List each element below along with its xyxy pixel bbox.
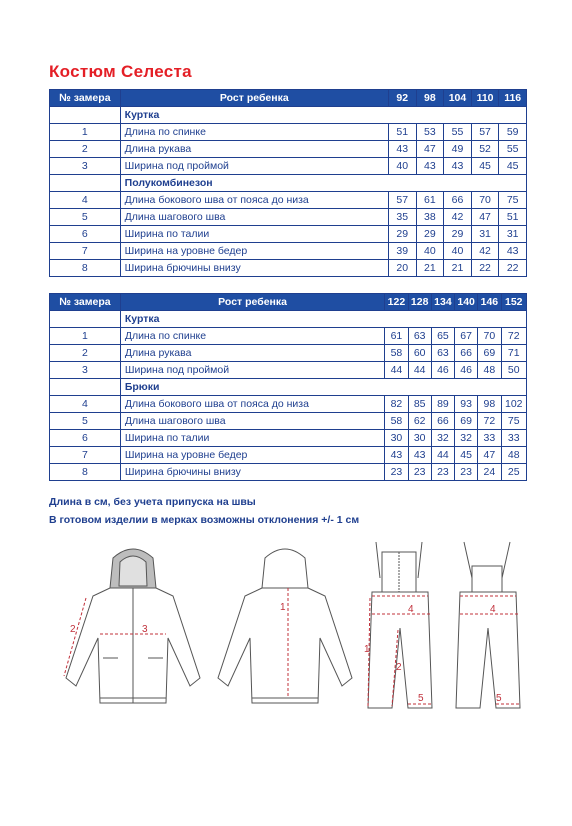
section-name: Куртка	[120, 311, 526, 328]
measure-value: 32	[431, 430, 454, 447]
measure-value: 49	[444, 141, 472, 158]
overall-back-illustration	[450, 538, 530, 718]
measure-number: 3	[50, 158, 121, 175]
measure-value: 52	[471, 141, 499, 158]
table-header-row	[50, 294, 527, 311]
measure-value: 57	[388, 192, 416, 209]
size-table-1	[49, 89, 527, 277]
measure-value: 33	[478, 430, 501, 447]
measure-mark: 1	[364, 644, 370, 655]
section-row	[50, 311, 527, 328]
measure-value: 89	[431, 396, 454, 413]
measure-value: 45	[471, 158, 499, 175]
measure-value: 59	[499, 124, 527, 141]
measure-number-header: № замера	[50, 294, 121, 311]
overall-front-illustration	[362, 538, 442, 718]
measure-mark: 2	[70, 624, 76, 635]
measure-value: 24	[478, 464, 501, 481]
measure-value: 23	[431, 464, 454, 481]
table-row	[50, 413, 527, 430]
size-header: 98	[416, 90, 444, 107]
measure-value: 47	[478, 447, 501, 464]
measure-number: 5	[50, 209, 121, 226]
measure-mark: 5	[418, 693, 424, 704]
measure-value: 72	[501, 328, 527, 345]
measure-value: 40	[444, 243, 472, 260]
page-title: Костюм Селеста	[49, 62, 192, 81]
measure-value: 61	[385, 328, 408, 345]
measure-value: 66	[444, 192, 472, 209]
measure-value: 55	[499, 141, 527, 158]
measure-value: 71	[501, 345, 527, 362]
measure-label: Ширина на уровне бедер	[120, 243, 388, 260]
size-header: 110	[471, 90, 499, 107]
measure-value: 46	[431, 362, 454, 379]
measure-value: 20	[388, 260, 416, 277]
measure-value: 21	[416, 260, 444, 277]
measure-value: 43	[408, 447, 431, 464]
measure-label: Ширина по талии	[120, 226, 388, 243]
measure-label: Ширина по талии	[120, 430, 385, 447]
size-header: 152	[501, 294, 527, 311]
measure-value: 42	[471, 243, 499, 260]
measure-value: 61	[416, 192, 444, 209]
measure-value: 23	[455, 464, 478, 481]
measure-value: 44	[385, 362, 408, 379]
measure-label: Длина шагового шва	[120, 413, 385, 430]
measure-value: 58	[385, 345, 408, 362]
measure-value: 29	[388, 226, 416, 243]
measure-value: 22	[471, 260, 499, 277]
table-row	[50, 209, 527, 226]
measure-label: Длина рукава	[120, 345, 385, 362]
measure-value: 55	[444, 124, 472, 141]
table-row	[50, 260, 527, 277]
measure-value: 60	[408, 345, 431, 362]
measure-number: 8	[50, 464, 121, 481]
measure-mark: 4	[490, 604, 496, 615]
size-header: 146	[478, 294, 501, 311]
measure-label: Длина шагового шва	[120, 209, 388, 226]
measure-value: 45	[455, 447, 478, 464]
section-row	[50, 379, 527, 396]
table-row	[50, 345, 527, 362]
jacket-back-illustration	[210, 538, 360, 713]
measure-value: 44	[431, 447, 454, 464]
table-row	[50, 464, 527, 481]
section-name: Полукомбинезон	[120, 175, 526, 192]
table-header-row	[50, 90, 527, 107]
measure-mark: 5	[496, 693, 502, 704]
measure-number: 5	[50, 413, 121, 430]
measure-number: 4	[50, 192, 121, 209]
measure-mark: 1	[280, 602, 286, 613]
measure-label: Длина бокового шва от пояса до низа	[120, 396, 385, 413]
measure-value: 47	[471, 209, 499, 226]
measure-number: 2	[50, 141, 121, 158]
measure-label: Длина по спинке	[120, 328, 385, 345]
note-tolerance: В готовом изделии в мерках возможны отклонения +/- 1 см	[49, 514, 360, 526]
table-row	[50, 192, 527, 209]
table-row	[50, 141, 527, 158]
measure-value: 58	[385, 413, 408, 430]
measure-value: 40	[416, 243, 444, 260]
measure-label: Длина по спинке	[120, 124, 388, 141]
measure-value: 44	[408, 362, 431, 379]
measure-value: 31	[471, 226, 499, 243]
measure-value: 53	[416, 124, 444, 141]
measure-label: Ширина на уровне бедер	[120, 447, 385, 464]
child-height-header: Рост ребенка	[120, 294, 385, 311]
measure-value: 70	[471, 192, 499, 209]
measure-value: 29	[444, 226, 472, 243]
section-row	[50, 107, 527, 124]
measure-value: 38	[416, 209, 444, 226]
measure-value: 31	[499, 226, 527, 243]
measure-number: 2	[50, 345, 121, 362]
measure-value: 69	[478, 345, 501, 362]
size-header: 140	[455, 294, 478, 311]
table-row	[50, 243, 527, 260]
measure-value: 82	[385, 396, 408, 413]
measure-label: Длина рукава	[120, 141, 388, 158]
table-row	[50, 328, 527, 345]
measure-value: 43	[385, 447, 408, 464]
measure-value: 47	[416, 141, 444, 158]
measure-label: Длина бокового шва от пояса до низа	[120, 192, 388, 209]
measure-number-header: № замера	[50, 90, 121, 107]
measure-value: 23	[408, 464, 431, 481]
measure-value: 48	[478, 362, 501, 379]
measure-label: Ширина брючины внизу	[120, 464, 385, 481]
child-height-header: Рост ребенка	[120, 90, 388, 107]
measure-value: 30	[385, 430, 408, 447]
measure-label: Ширина под проймой	[120, 362, 385, 379]
size-table-2	[49, 293, 527, 481]
measure-value: 40	[388, 158, 416, 175]
measure-number: 7	[50, 243, 121, 260]
measure-value: 48	[501, 447, 527, 464]
measure-value: 23	[385, 464, 408, 481]
size-header: 104	[444, 90, 472, 107]
measure-value: 33	[501, 430, 527, 447]
measure-value: 43	[416, 158, 444, 175]
measure-value: 85	[408, 396, 431, 413]
section-name: Куртка	[120, 107, 526, 124]
measure-number: 3	[50, 362, 121, 379]
measure-value: 65	[431, 328, 454, 345]
table-row	[50, 226, 527, 243]
table-row	[50, 396, 527, 413]
measure-label: Ширина брючины внизу	[120, 260, 388, 277]
measure-value: 51	[499, 209, 527, 226]
measure-number: 7	[50, 447, 121, 464]
measure-label: Ширина под проймой	[120, 158, 388, 175]
measure-value: 45	[499, 158, 527, 175]
measure-number: 6	[50, 226, 121, 243]
measure-value: 22	[499, 260, 527, 277]
measure-value: 63	[408, 328, 431, 345]
measure-value: 30	[408, 430, 431, 447]
size-header: 116	[499, 90, 527, 107]
measure-value: 75	[501, 413, 527, 430]
measure-value: 21	[444, 260, 472, 277]
note-units: Длина в см, без учета припуска на швы	[49, 496, 256, 508]
size-header: 134	[431, 294, 454, 311]
table-row	[50, 362, 527, 379]
measure-value: 39	[388, 243, 416, 260]
measure-value: 46	[455, 362, 478, 379]
measure-value: 66	[431, 413, 454, 430]
measure-value: 50	[501, 362, 527, 379]
section-name: Брюки	[120, 379, 526, 396]
measure-value: 43	[444, 158, 472, 175]
measure-value: 42	[444, 209, 472, 226]
measure-mark: 3	[142, 624, 148, 635]
measure-number: 8	[50, 260, 121, 277]
measure-value: 43	[388, 141, 416, 158]
table-row	[50, 447, 527, 464]
measure-value: 66	[455, 345, 478, 362]
measure-value: 102	[501, 396, 527, 413]
measure-value: 32	[455, 430, 478, 447]
measure-value: 69	[455, 413, 478, 430]
measure-value: 57	[471, 124, 499, 141]
size-header: 128	[408, 294, 431, 311]
table-row	[50, 430, 527, 447]
empty-cell	[50, 175, 121, 192]
measure-number: 6	[50, 430, 121, 447]
measure-value: 35	[388, 209, 416, 226]
jacket-front-illustration	[58, 538, 208, 713]
measure-mark: 4	[408, 604, 414, 615]
measure-value: 62	[408, 413, 431, 430]
measure-value: 67	[455, 328, 478, 345]
measure-value: 29	[416, 226, 444, 243]
measure-number: 1	[50, 124, 121, 141]
empty-cell	[50, 107, 121, 124]
measure-value: 43	[499, 243, 527, 260]
measure-value: 93	[455, 396, 478, 413]
measure-number: 4	[50, 396, 121, 413]
measure-number: 1	[50, 328, 121, 345]
empty-cell	[50, 379, 121, 396]
measure-value: 75	[499, 192, 527, 209]
table-row	[50, 124, 527, 141]
measure-value: 98	[478, 396, 501, 413]
measure-value: 51	[388, 124, 416, 141]
measure-value: 72	[478, 413, 501, 430]
table-row	[50, 158, 527, 175]
empty-cell	[50, 311, 121, 328]
size-header: 122	[385, 294, 408, 311]
measure-value: 25	[501, 464, 527, 481]
size-header: 92	[388, 90, 416, 107]
measure-value: 70	[478, 328, 501, 345]
section-row	[50, 175, 527, 192]
measure-mark: 2	[396, 662, 402, 673]
measure-value: 63	[431, 345, 454, 362]
